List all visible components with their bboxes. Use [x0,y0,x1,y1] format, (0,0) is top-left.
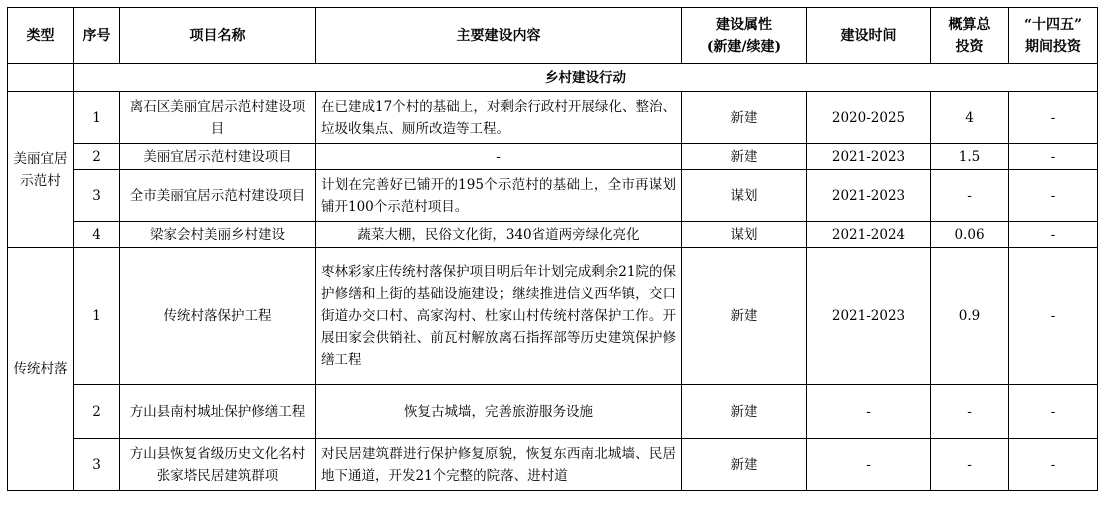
row-time: 2021-2023 [807,170,931,222]
row-content: 对民居建筑群进行保护修复原貌，恢复东西南北城墙、民居地下通道，开发21个完整的院落、进村道 [316,439,682,491]
header-attr-line1: 建设属性 [716,16,772,33]
table-row [8,222,1098,248]
row-attr: 谋划 [682,170,807,222]
project-table-container [7,7,1098,491]
table-row [8,144,1098,170]
row-time: 2021-2023 [807,248,931,385]
row-no: 1 [74,92,120,144]
header-content: 主要建设内容 [316,8,682,64]
header-total-line1: 概算总 [948,16,991,33]
row-total: 4 [931,92,1009,144]
row-no: 3 [74,170,120,222]
row-period: - [1009,92,1098,144]
row-name: 梁家会村美丽乡村建设 [120,222,316,248]
row-attr: 新建 [682,439,807,491]
section-row [8,64,1098,92]
header-time: 建设时间 [807,8,931,64]
header-period-line2: 期间投资 [1025,38,1081,55]
row-name: 方山县恢复省级历史文化名村张家塔民居建筑群项 [120,439,316,491]
header-period-line1: “十四五” [1023,16,1083,33]
row-attr: 新建 [682,385,807,439]
row-name: 方山县南村城址保护修缮工程 [120,385,316,439]
row-name: 离石区美丽宜居示范村建设项目 [120,92,316,144]
section-title: 乡村建设行动 [74,64,1098,92]
row-content: 蔬菜大棚，民俗文化街，340省道两旁绿化亮化 [316,222,682,248]
row-period: - [1009,170,1098,222]
row-period: - [1009,439,1098,491]
row-no: 1 [74,248,120,385]
row-period: - [1009,248,1098,385]
header-name: 项目名称 [120,8,316,64]
header-row [8,8,1098,64]
header-type: 类型 [8,8,74,64]
row-no: 3 [74,439,120,491]
row-total: - [931,439,1009,491]
row-total: - [931,385,1009,439]
row-period: - [1009,385,1098,439]
row-total: - [931,170,1009,222]
row-content: - [316,144,682,170]
table-row [8,385,1098,439]
row-time: 2020-2025 [807,92,931,144]
row-content: 恢复古城墙，完善旅游服务设施 [316,385,682,439]
row-period: - [1009,144,1098,170]
row-no: 4 [74,222,120,248]
row-content: 枣林彩家庄传统村落保护项目明后年计划完成剩余21院的保护修缮和上街的基础设施建设；继续推进信义西华镇，交口街道办交口村、高家沟村、杜家山村传统村落保护工作。开展田家会供销社、前瓦村解放离石指挥部等历史建筑保护修缮工程 [316,248,682,385]
row-no: 2 [74,144,120,170]
row-content: 在已建成17个村的基础上，对剩余行政村开展绿化、整治、垃圾收集点、厕所改造等工程。 [316,92,682,144]
row-name: 全市美丽宜居示范村建设项目 [120,170,316,222]
row-total: 1.5 [931,144,1009,170]
row-no: 2 [74,385,120,439]
row-attr: 新建 [682,248,807,385]
table-row [8,439,1098,491]
table-row [8,170,1098,222]
row-total: 0.06 [931,222,1009,248]
table-row [8,248,1098,385]
row-name: 传统村落保护工程 [120,248,316,385]
header-attr-line2: (新建/续建) [706,38,782,55]
header-attr [682,8,807,64]
row-time: - [807,385,931,439]
header-no: 序号 [74,8,120,64]
table-row [8,92,1098,144]
row-time: 2021-2024 [807,222,931,248]
row-total: 0.9 [931,248,1009,385]
header-total [931,8,1009,64]
row-time: - [807,439,931,491]
group-type-cell: 传统村落 [8,248,74,491]
project-table [7,7,1098,491]
row-content: 计划在完善好已铺开的195个示范村的基础上，全市再谋划铺开100个示范村项目。 [316,170,682,222]
header-period [1009,8,1098,64]
group-type-cell: 美丽宜居示范村 [8,92,74,248]
header-total-line2: 投资 [955,38,984,55]
row-name: 美丽宜居示范村建设项目 [120,144,316,170]
row-period: - [1009,222,1098,248]
row-attr: 谋划 [682,222,807,248]
row-time: 2021-2023 [807,144,931,170]
section-blank-cell [8,64,74,92]
row-attr: 新建 [682,144,807,170]
row-attr: 新建 [682,92,807,144]
